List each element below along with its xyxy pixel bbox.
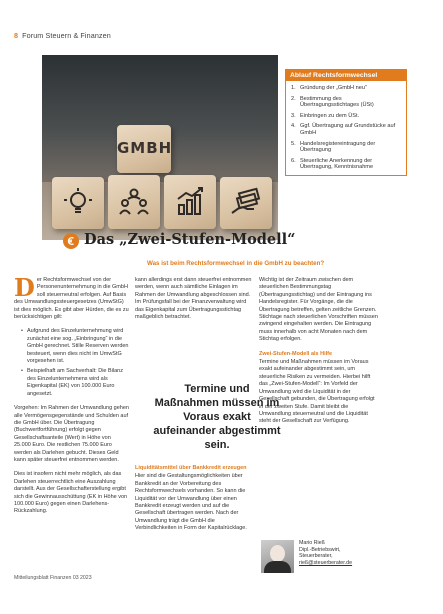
subheading: Liquiditätsmittel über Bankkredit erzeugen (135, 465, 247, 471)
sidebox-title: Ablauf Rechtsformwechsel (286, 70, 406, 81)
paragraph: Termine und Maßnahmen müssen im Voraus exakt aufeinander abgestimmt sein, um steuerliche Risiken zu vermeiden. Hierbei hilft das „Zwei-Stufen-Modell“: Im Vorfeld der Umwandlung wird die Liquidität in der Gesellschaft gebunden, die Übertragung erfolgt in der zweiten Stufe. Damit bleibt die Umwandlung steuerneutral und die Liquidität steht der Gesellschaft zur Verfügung. (259, 359, 375, 425)
process-steps-list (286, 81, 406, 171)
text-column-2-lower (135, 465, 253, 540)
author-info (299, 540, 352, 566)
cube-people (108, 175, 160, 229)
page-number: 8 (14, 31, 19, 40)
gmbh-cube (117, 125, 171, 173)
intro-paragraph: Der Rechtsformwechsel von der Personenunternehmung in die GmbH soll steuerneutral erfolgen. Auf Basis des Umwandlungssteuergesetzes (UmwStG) ist dies möglich. Es gibt aber Hürden, die es zu berücksichtigen gilt: (14, 273, 129, 321)
list-item: 5. Handelsregistereintragung der Übertragung (291, 140, 376, 154)
gmbh-cube-text: GMBH (117, 139, 173, 157)
idea-bulb-icon (62, 187, 94, 219)
money-hand-icon (230, 187, 262, 219)
paragraph: Vorgehen: Im Rahmen der Umwandlung gehen alle Vermögensgegenstände und Schulden auf die GmbH über. Die Übertragung (Buchwertfortführung) erfolgt gegen Gesellschaftsanteile (Wert) in Höhe von 25.000 Euro. Die restlichen 75.000 Euro werden als Darlehen gebucht. Dieses Geld kann später steuerfrei entnommen werden. (14, 405, 129, 463)
pull-quote: Termine und Maßnahmen müssen im Voraus exakt aufeinander abgestimmt sein. (153, 383, 281, 451)
cube-money (220, 177, 272, 229)
author-title: Steuerberater, (299, 553, 333, 560)
section-name: Forum Steuern & Finanzen (22, 31, 111, 40)
dropcap: D (14, 273, 35, 302)
list-item: • Aufgrund des Einzelunternehmung wird zunächst eine sog. „Einbringung“ in die GmbH gerechnet. Stille Reserven werden besteuert, wenn dies nicht im UmwStG vorgesehen ist. (21, 328, 129, 365)
hero-photo (42, 55, 278, 240)
article-title: Das „Zwei-Stufen-Modell“ (84, 231, 296, 248)
list-item: 1. Gründung der „GmbH neu“ (291, 85, 367, 91)
author-email-link[interactable]: rieß@steuerberater.de (299, 559, 353, 566)
paragraph: Wichtig ist der Zeitraum zwischen dem steuerlichen Bestimmungstag (Übertragungsstichtag) und der Eintragung ins Handelsregister. Für Vorgänge, die die Übertragung betreffen, gelten zeitliche Grenzen. Stichtage nach steuerlichen Vorschriften müssen zwingend eingehalten werden. Die Eintragung muss innerhalb von acht Monaten nach dem Stichtag erfolgen. (259, 277, 378, 343)
bar-chart-icon (174, 185, 206, 217)
text-column-3 (259, 277, 380, 433)
list-item: • Beispielhaft am Sachverhalt: Die Bilanz des Einzelunternehmens wird als Eigenkapital (EK) von 100.000 Euro angesetzt. (21, 368, 129, 398)
cube-idea (52, 177, 104, 229)
author-title: Dipl.-Betriebswirt, (299, 546, 341, 553)
author-name: Mario Rieß (299, 540, 325, 546)
people-group-icon (118, 185, 150, 217)
text-column-1 (14, 273, 129, 523)
list-item: 4. Ggf. Übertragung auf Grundstücke auf GmbH (291, 123, 396, 136)
process-sidebox (285, 69, 407, 176)
paragraph: Dies ist insofern nicht mehr möglich, als das Darlehen steuerrechtlich eine Auszahlung darstellt. Aus der Gesellschafterstellung ergibt sich die Gewinnausschüttung (EK in Höhe von 100.000 Euro) gegen einen Darlehens-Rückzahlung. (14, 471, 128, 515)
cube-chart (164, 175, 216, 229)
page-footer: Mitteilungsblatt Finanzen 03 2023 (14, 575, 92, 581)
bullet-list (14, 328, 129, 398)
page-header (14, 31, 111, 40)
section-badge (63, 233, 79, 249)
list-item: 2. Bestimmung des Übertragungsstichtages (ÜSt) (291, 95, 374, 109)
text-column-2 (135, 277, 253, 328)
subheading: Zwei-Stufen-Modell als Hilfe (259, 350, 333, 357)
euro-icon (66, 236, 76, 246)
list-item: 6. Steuerliche Anerkennung der Übertragung, Kenntnisnahme (291, 157, 374, 171)
author-photo (261, 540, 294, 573)
paragraph: Hier sind die Gestaltungsmöglichkeiten über Bankkredit an der Vorbereitung des Rechtsformwechsels vorhanden. So kann die Liquidität vor der Umwandlung über einen Bankkredit erzeugt werden und auf die Gesellschaft übertragen werden. Nach der Umwandlung trägt die GmbH die Verbindlichkeiten in Form der Kapitalrücklage. (135, 473, 247, 532)
paragraph: kann allerdings erst dann steuerfrei entnommen werden, wenn auch sämtliche Einlagen im Rahmen der Umwandlung abgeschlossen sind. Im Prüfungsfall bei der Finanzverwaltung wird das Eigenkapital zum Übertragungsstichtag maßgeblich betrachtet. (135, 277, 252, 321)
article-subtitle: Was ist beim Rechtsformwechsel in die GmbH zu beachten? (147, 260, 325, 267)
list-item: 3. Einbringen zu dem ÜSt. (291, 112, 360, 119)
